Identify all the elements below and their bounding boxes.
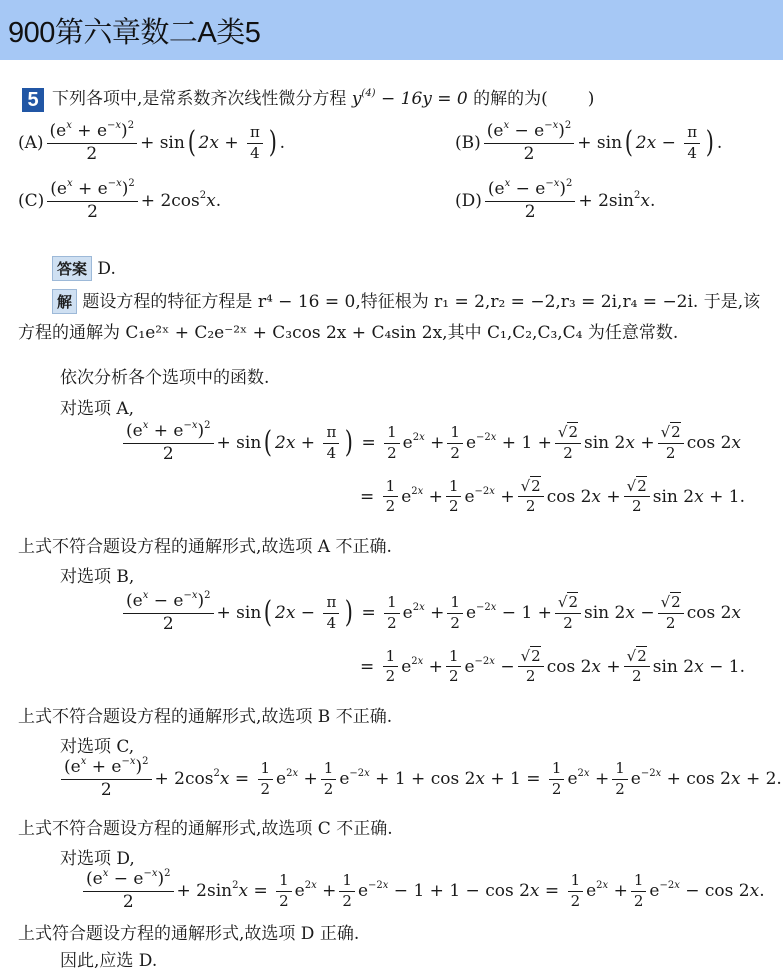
header-bar: [0, 0, 783, 60]
conclusion-c: 上式不符合题设方程的通解形式,故选项 C 不正确.: [18, 819, 393, 839]
answer-tag: 答案: [52, 256, 92, 281]
conclusion-d: 上式符合题设方程的通解形式,故选项 D 正确.: [18, 924, 360, 944]
stem-text: 下列各项中,是常系数齐次线性微分方程: [52, 89, 347, 109]
derivation-b-2: = $\frac{1}{2}$ $e^{2x}$ + $\frac{1}{2}$ $e^{-2x}$ − $\frac{√2}{2}$ cos 2x + $\frac{√2}{2}$ sin 2x − 1.: [360, 647, 745, 686]
derivation-a-1: $\frac{(e^x + e^{-x})^2}{2}$ + sin ( 2x + $\frac{\pi}{4}$ ) = $\frac{1}{2}$ $e^{2x}$ + $\frac{1}{2}$ $e^{-2x} + 1$ + $\frac{√2}{2}$ sin 2x + $\frac{√2}{2}$ cos 2x: [120, 422, 741, 464]
solution-tag: 解: [52, 289, 77, 314]
option-d-heading: 对选项 D,: [60, 849, 135, 869]
solution-line-2: 方程的通解为 C₁e²ˣ + C₂e⁻²ˣ + C₃cos 2x + C₄sin 2x,其中 C₁,C₂,C₃,C₄ 为任意常数.: [18, 323, 679, 343]
analyze-line: 依次分析各个选项中的函数.: [60, 368, 270, 388]
conclusion-b: 上式不符合题设方程的通解形式,故选项 B 不正确.: [18, 707, 393, 727]
option-b-heading: 对选项 B,: [60, 567, 135, 587]
option-d: (D) $\frac{(e^x - e^{-x})^2}{2}$ + $2\sin^2x$.: [455, 178, 656, 222]
question-number: 5: [22, 88, 44, 112]
conclusion-a: 上式不符合题设方程的通解形式,故选项 A 不正确.: [18, 537, 392, 557]
stem-tail: 的解的为(: [473, 89, 548, 109]
derivation-d: $\frac{(e^x - e^{-x})^2}{2}$ + $2\sin^2x$ = $\frac{1}{2}$ $e^{2x}$ + $\frac{1}{2}$ $e^{-2x} - 1 + 1 - \cos 2x$ = $\frac{1}{2}$ $e^{2x}$ + $\frac{1}{2}$ $e^{-2x} - \cos 2x$.: [80, 870, 765, 912]
stem-equation: $y^{(4)} - 16y = 0$: [351, 88, 474, 109]
option-a: (A) $\frac{(e^x + e^{-x})^2}{2}$ + sin ( 2x + $\frac{\pi}{4}$ ) .: [18, 120, 285, 164]
document-body: [0, 60, 783, 973]
option-c-label: (C): [18, 191, 45, 212]
option-b-label: (B): [455, 133, 481, 154]
derivation-a-2: = $\frac{1}{2}$ $e^{2x}$ + $\frac{1}{2}$ $e^{-2x}$ + $\frac{√2}{2}$ cos 2x + $\frac{√2}{2}$ sin 2x + 1.: [360, 477, 745, 516]
option-d-label: (D): [455, 191, 482, 212]
option-b: (B) $\frac{(e^x - e^{-x})^2}{2}$ + sin ( 2x − $\frac{\pi}{4}$ ) .: [455, 120, 723, 164]
option-c: (C) $\frac{(e^x + e^{-x})^2}{2}$ + $2\cos^2x$.: [18, 178, 222, 222]
option-a-heading: 对选项 A,: [60, 399, 135, 419]
option-c-heading: 对选项 C,: [60, 737, 135, 757]
derivation-c: $\frac{(e^x + e^{-x})^2}{2}$ + $2\cos^2x$ = $\frac{1}{2}$ $e^{2x}$ + $\frac{1}{2}$ $e^{-2x} + 1 + \cos 2x + 1$ = $\frac{1}{2}$ $e^{2x}$ + $\frac{1}{2}$ $e^{-2x} + \cos 2x + 2$.: [58, 758, 782, 800]
question-stem: [22, 84, 594, 112]
page-title: 900第六章数二A类5: [8, 16, 261, 49]
answer-line: [52, 256, 116, 281]
stem-close: ): [587, 89, 595, 109]
final-answer: 因此,应选 D.: [60, 951, 158, 971]
solution-line-1: 解 题设方程的特征方程是 r⁴ − 16 = 0,特征根为 r₁ = 2,r₂ = −2,r₃ = 2i,r₄ = −2i. 于是,该: [52, 287, 760, 314]
answer-value: D.: [97, 259, 116, 279]
derivation-b-1: $\frac{(e^x - e^{-x})^2}{2}$ + sin ( 2x − $\frac{\pi}{4}$ ) = $\frac{1}{2}$ $e^{2x}$ + $\frac{1}{2}$ $e^{-2x} - 1$ + $\frac{√2}{2}$ sin 2x − $\frac{√2}{2}$ cos 2x: [120, 592, 741, 634]
option-a-label: (A): [18, 133, 44, 154]
